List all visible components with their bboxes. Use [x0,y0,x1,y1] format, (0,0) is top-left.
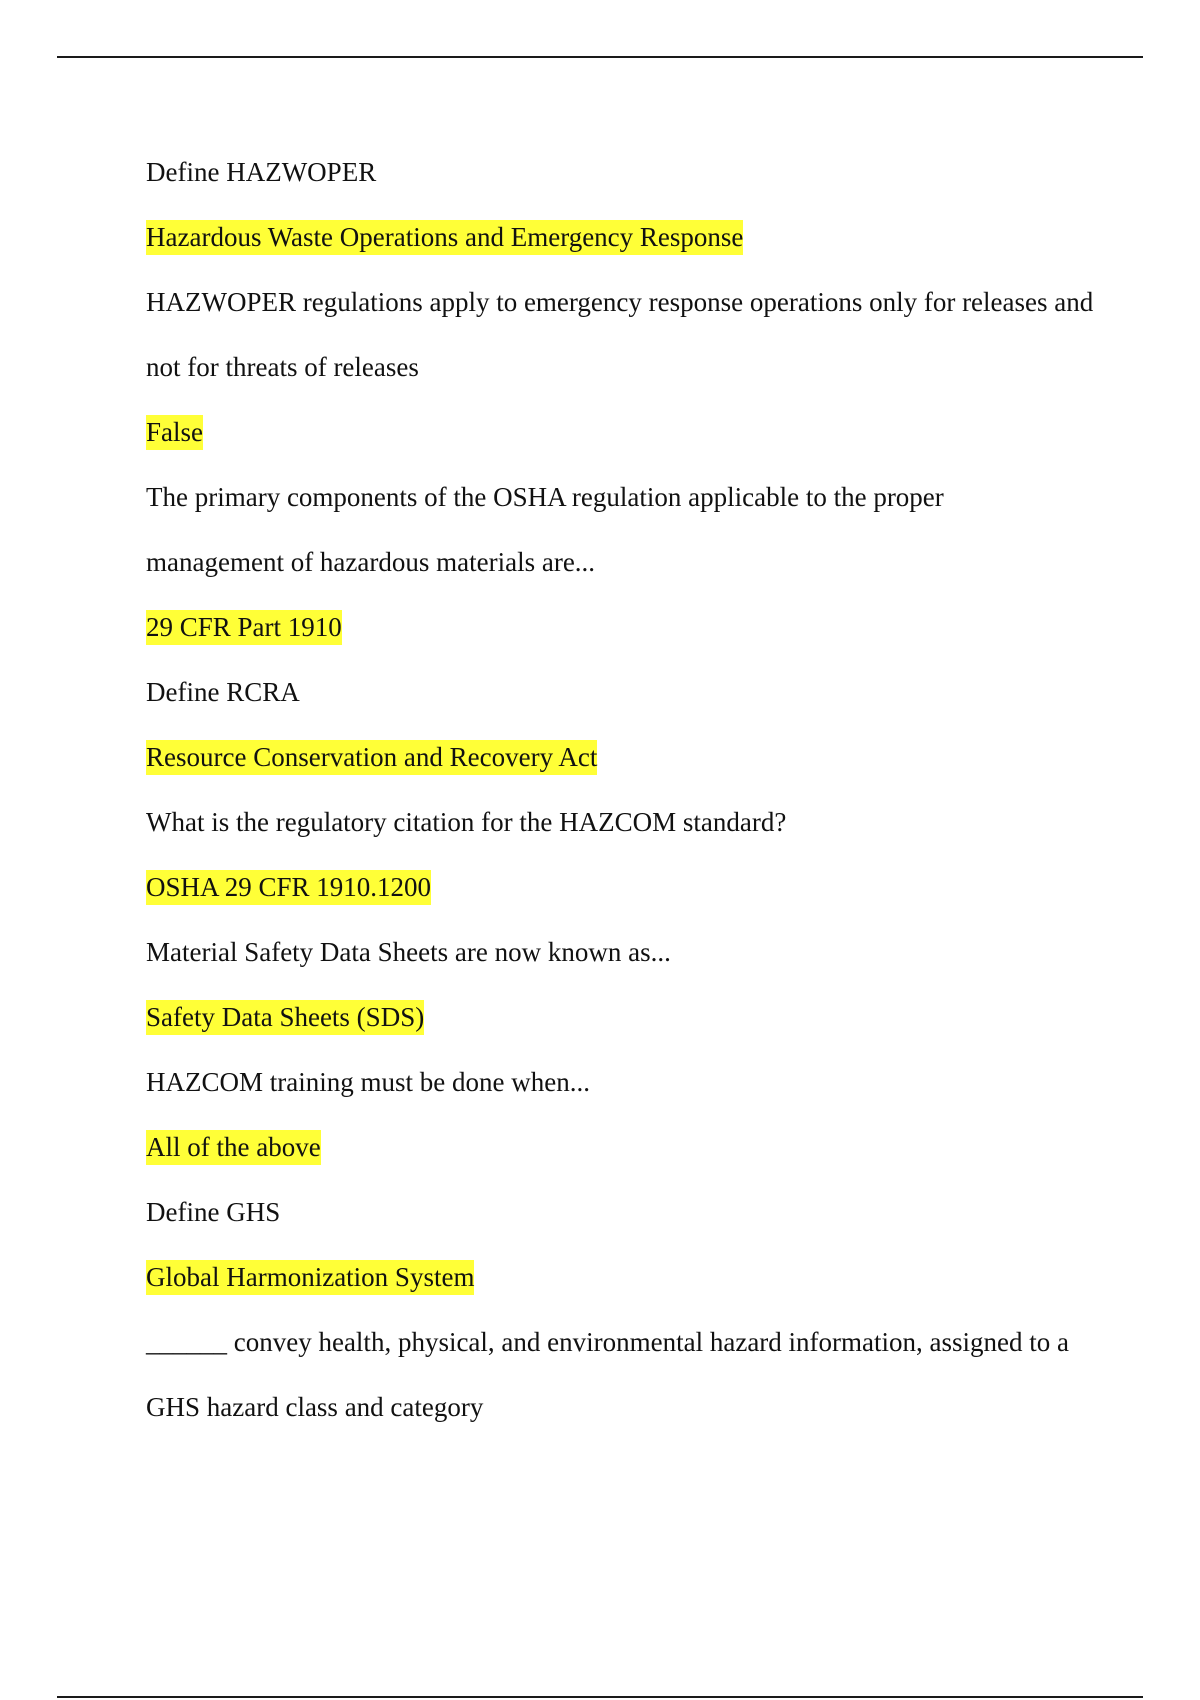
question-text: HAZCOM training must be done when... [146,1067,590,1097]
highlighted-answer: 29 CFR Part 1910 [146,610,342,645]
trailing-question [146,1310,1106,1440]
footer-rule [57,1696,1143,1698]
question-text: Define HAZWOPER [146,157,377,187]
trailing-question-text: convey health, physical, and environmental hazard information, assigned to a GHS hazard class and category [146,1327,1069,1422]
highlighted-answer: False [146,415,203,450]
answer-line [146,400,1106,465]
question-text: Material Safety Data Sheets are now known as... [146,937,671,967]
answer-line [146,855,1106,920]
question-text: The primary components of the OSHA regulation applicable to the proper management of hazardous materials are... [146,482,944,577]
answer-line [146,595,1106,660]
answer-line [146,205,1106,270]
highlighted-answer: Hazardous Waste Operations and Emergency Response [146,220,743,255]
question-text: HAZWOPER regulations apply to emergency response operations only for releases and not for threats of releases [146,287,1094,382]
answer-line [146,1245,1106,1310]
highlighted-answer: Safety Data Sheets (SDS) [146,1000,424,1035]
answer-line [146,1115,1106,1180]
question-text: Define RCRA [146,677,300,707]
highlighted-answer: Resource Conservation and Recovery Act [146,740,597,775]
document-body [146,140,1106,1440]
question-text: What is the regulatory citation for the HAZCOM standard? [146,807,787,837]
answer-line [146,725,1106,790]
highlighted-answer: OSHA 29 CFR 1910.1200 [146,870,431,905]
highlighted-answer: Global Harmonization System [146,1260,474,1295]
question-text: Define GHS [146,1197,281,1227]
header-rule [57,56,1143,58]
highlighted-answer: All of the above [146,1130,321,1165]
answer-line [146,985,1106,1050]
answer-blank: ______ [146,1327,227,1357]
